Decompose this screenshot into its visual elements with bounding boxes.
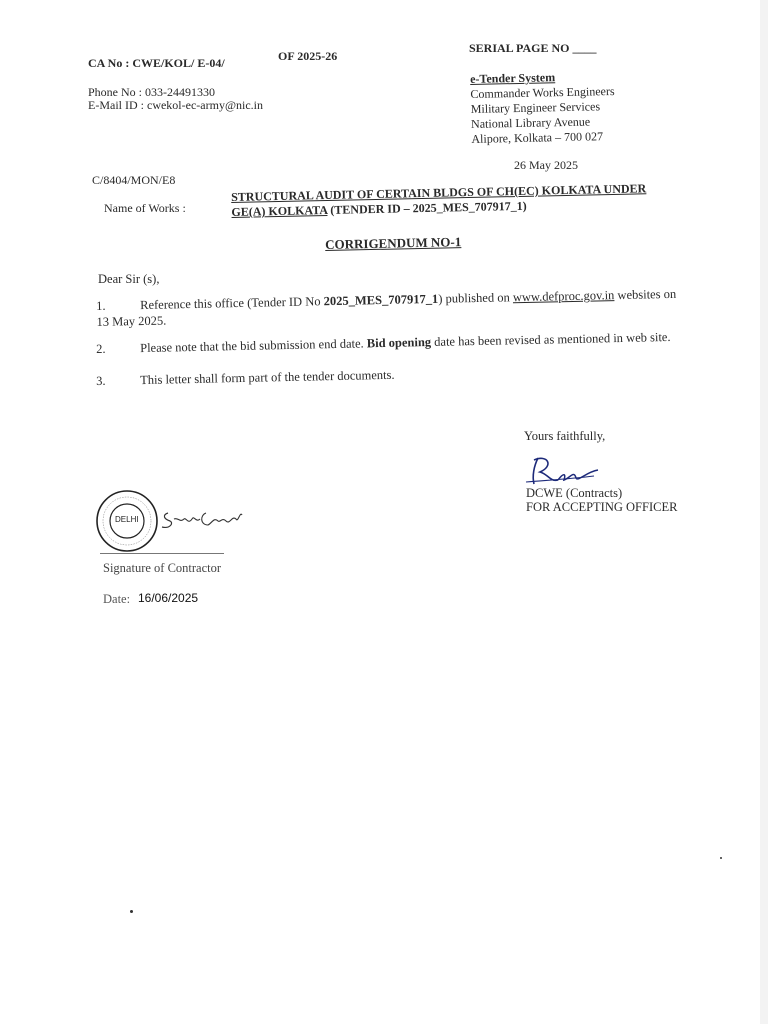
email-id: E-Mail ID : cwekol-ec-army@nic.in: [88, 98, 263, 112]
contractor-signature: [160, 505, 244, 533]
name-of-works-label: Name of Works :: [104, 201, 186, 215]
scan-speck: [720, 857, 722, 859]
sender-address: [470, 69, 616, 147]
signature-of-contractor-label: Signature of Contractor: [103, 561, 222, 575]
phone-number: Phone No : 033-24491330: [88, 85, 215, 99]
works-location: GE(A) KOLKATA: [231, 202, 328, 219]
paragraph-2: 2. Please note that the bid submission end date. Bid opening date has been revised as mentioned in web site.: [96, 329, 671, 356]
ca-number: CA No : CWE/KOL/ E-04/: [88, 56, 225, 70]
accepting-officer: FOR ACCEPTING OFFICER: [526, 500, 678, 514]
date-label: Date:: [103, 592, 131, 606]
letter-date: 26 May 2025: [514, 158, 578, 172]
stamp-city: DELHI: [115, 515, 139, 524]
reference-number: C/8404/MON/E8: [92, 173, 176, 187]
officer-designation: DCWE (Contracts): [526, 486, 623, 500]
defproc-link[interactable]: www.defproc.gov.in: [512, 288, 615, 305]
serial-page-number: SERIAL PAGE NO ____: [469, 41, 597, 55]
paragraph-number: 3.: [96, 373, 106, 388]
works-title-line: STRUCTURAL AUDIT OF CERTAIN BLDGS OF CH(EC) KOLKATA UNDER: [231, 181, 647, 204]
paragraph-number: 1.: [96, 298, 106, 313]
page-edge: [760, 0, 768, 1024]
tender-id-ref: 2025_MES_707917_1: [323, 291, 439, 309]
address-line: Commander Works Engineers: [470, 83, 615, 101]
address-line: Alipore, Kolkata – 700 027: [471, 129, 604, 146]
paragraph-3: 3. This letter shall form part of the tender documents.: [96, 367, 395, 388]
name-of-works: [231, 181, 647, 220]
paragraph-number: 2.: [96, 341, 106, 356]
contractor-date: 16/06/2025: [138, 591, 199, 605]
address-line: National Library Avenue: [470, 114, 591, 131]
paragraph-1: 1. Reference this office (Tender ID No 2025_MES_707917_1) published on www.defproc.gov.in websites on 13 May 2025.: [96, 286, 677, 329]
corrigendum-title: CORRIGENDUM NO-1: [325, 234, 462, 252]
officer-signature: [520, 452, 600, 488]
closing-phrase: Yours faithfully,: [524, 429, 606, 443]
address-system: e-Tender System: [470, 70, 556, 86]
salutation: Dear Sir (s),: [98, 272, 160, 286]
financial-year: OF 2025-26: [278, 49, 338, 63]
paragraph-continuation: 13 May 2025.: [96, 313, 167, 329]
signature-line: [100, 553, 224, 554]
tender-id: (TENDER ID – 2025_MES_707917_1): [327, 198, 527, 217]
address-line: Military Engineer Services: [470, 99, 601, 116]
scan-speck: [130, 910, 133, 913]
